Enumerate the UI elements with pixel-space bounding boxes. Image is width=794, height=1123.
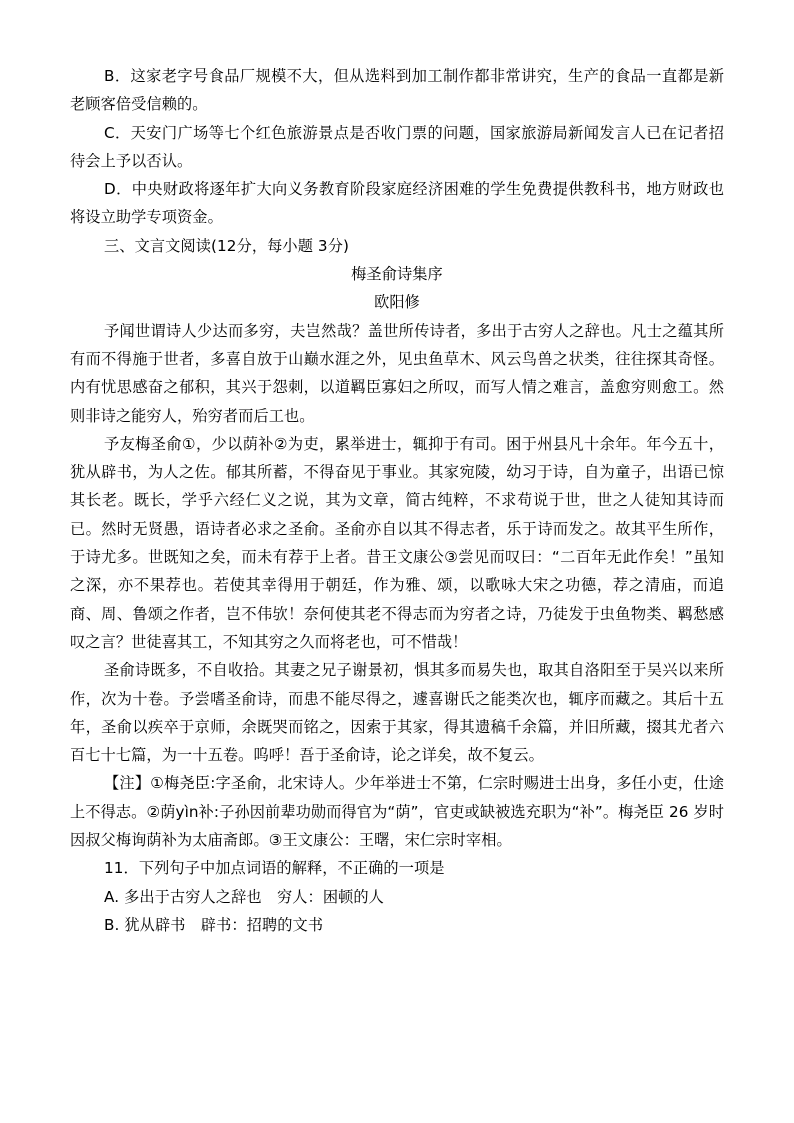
multiple-choice-option-c: C．天安门广场等七个红色旅游景点是否收门票的问题，国家旅游局新闻发言人已在记者招待会上予以否认。	[70, 123, 724, 170]
question-11-option-b: B. 犹从辟书 辟书：招聘的文书	[104, 915, 324, 934]
multiple-choice-option-d: D．中央财政将逐年扩大向义务教育阶段家庭经济困难的学生免费提供教科书，地方财政也将设立助学专项资金。	[70, 180, 724, 227]
article-footnotes: 【注】①梅尧臣:字圣俞，北宋诗人。少年举进士不第，仁宗时赐进士出身，多任小吏，仕途上不得志。②荫yìn补:子孙因前辈功勋而得官为“荫”，官吏或缺被选充职为“补”。梅尧臣 26 岁时因叔父梅询荫补为太庙斋郎。③王文康公：王曙，宋仁宗时宰相。	[70, 774, 724, 850]
document-body	[70, 62, 724, 939]
section-heading-classical-chinese-reading: 三、文言文阅读(12分，每小题 3分)	[104, 236, 350, 255]
multiple-choice-option-b: B．这家老字号食品厂规模不大，但从选料到加工制作都非常讲究，生产的食品一直都是新老顾客倍受信赖的。	[70, 67, 724, 114]
article-paragraph-1: 予闻世谓诗人少达而多穷，夫岂然哉？盖世所传诗者，多出于古穷人之辞也。凡士之蕴其所有而不得施于世者，多喜自放于山巅水涯之外，见虫鱼草木、风云鸟兽之状类，往往探其奇怪。内有忧思感奋之郁积，其兴于怨刺，以道羁臣寡妇之所叹，而写人情之难言，盖愈穷则愈工。然则非诗之能穷人，殆穷者而后工也。	[70, 321, 724, 425]
question-11-stem: 11．下列句子中加点词语的解释，不正确的一项是	[104, 859, 445, 878]
article-author: 欧阳修	[374, 293, 420, 312]
question-11-option-a: A. 多出于古穷人之辞也 穷人：困顿的人	[104, 887, 384, 906]
article-paragraph-2: 予友梅圣俞①，少以荫补②为吏，累举进士，辄抑于有司。困于州县凡十余年。年今五十，犹从辟书，为人之佐。郁其所蓄，不得奋见于事业。其家宛陵，幼习于诗，自为童子，出语已惊其长老。既长，学乎六经仁义之说，其为文章，简古纯粹，不求苟说于世，世之人徒知其诗而已。然时无贤愚，语诗者必求之圣俞。圣俞亦自以其不得志者，乐于诗而发之。故其平生所作，于诗尤多。世既知之矣，而未有荐于上者。昔王文康公③尝见而叹曰：“二百年无此作矣！”虽知之深，亦不果荐也。若使其幸得用于朝廷，作为雅、颂，以歌咏大宋之功德，荐之清庙，而追商、周、鲁颂之作者，岂不伟欤！奈何使其老不得志而为穷者之诗，乃徒发于虫鱼物类、羁愁感叹之言？世徒喜其工，不知其穷之久而将老也，可不惜哉！	[70, 434, 724, 651]
article-paragraph-3: 圣俞诗既多，不自收拾。其妻之兄子谢景初，惧其多而易失也，取其自洛阳至于吴兴以来所作，次为十卷。予尝嗜圣俞诗，而患不能尽得之，遽喜谢氏之能类次也，辄序而藏之。其后十五年，圣俞以疾卒于京师，余既哭而铭之，因索于其家，得其遗稿千余篇，并旧所藏，掇其尤者六百七十七篇，为一十五卷。呜呼！吾于圣俞诗，论之详矣，故不复云。	[70, 661, 724, 765]
article-title: 梅圣俞诗集序	[351, 265, 443, 284]
